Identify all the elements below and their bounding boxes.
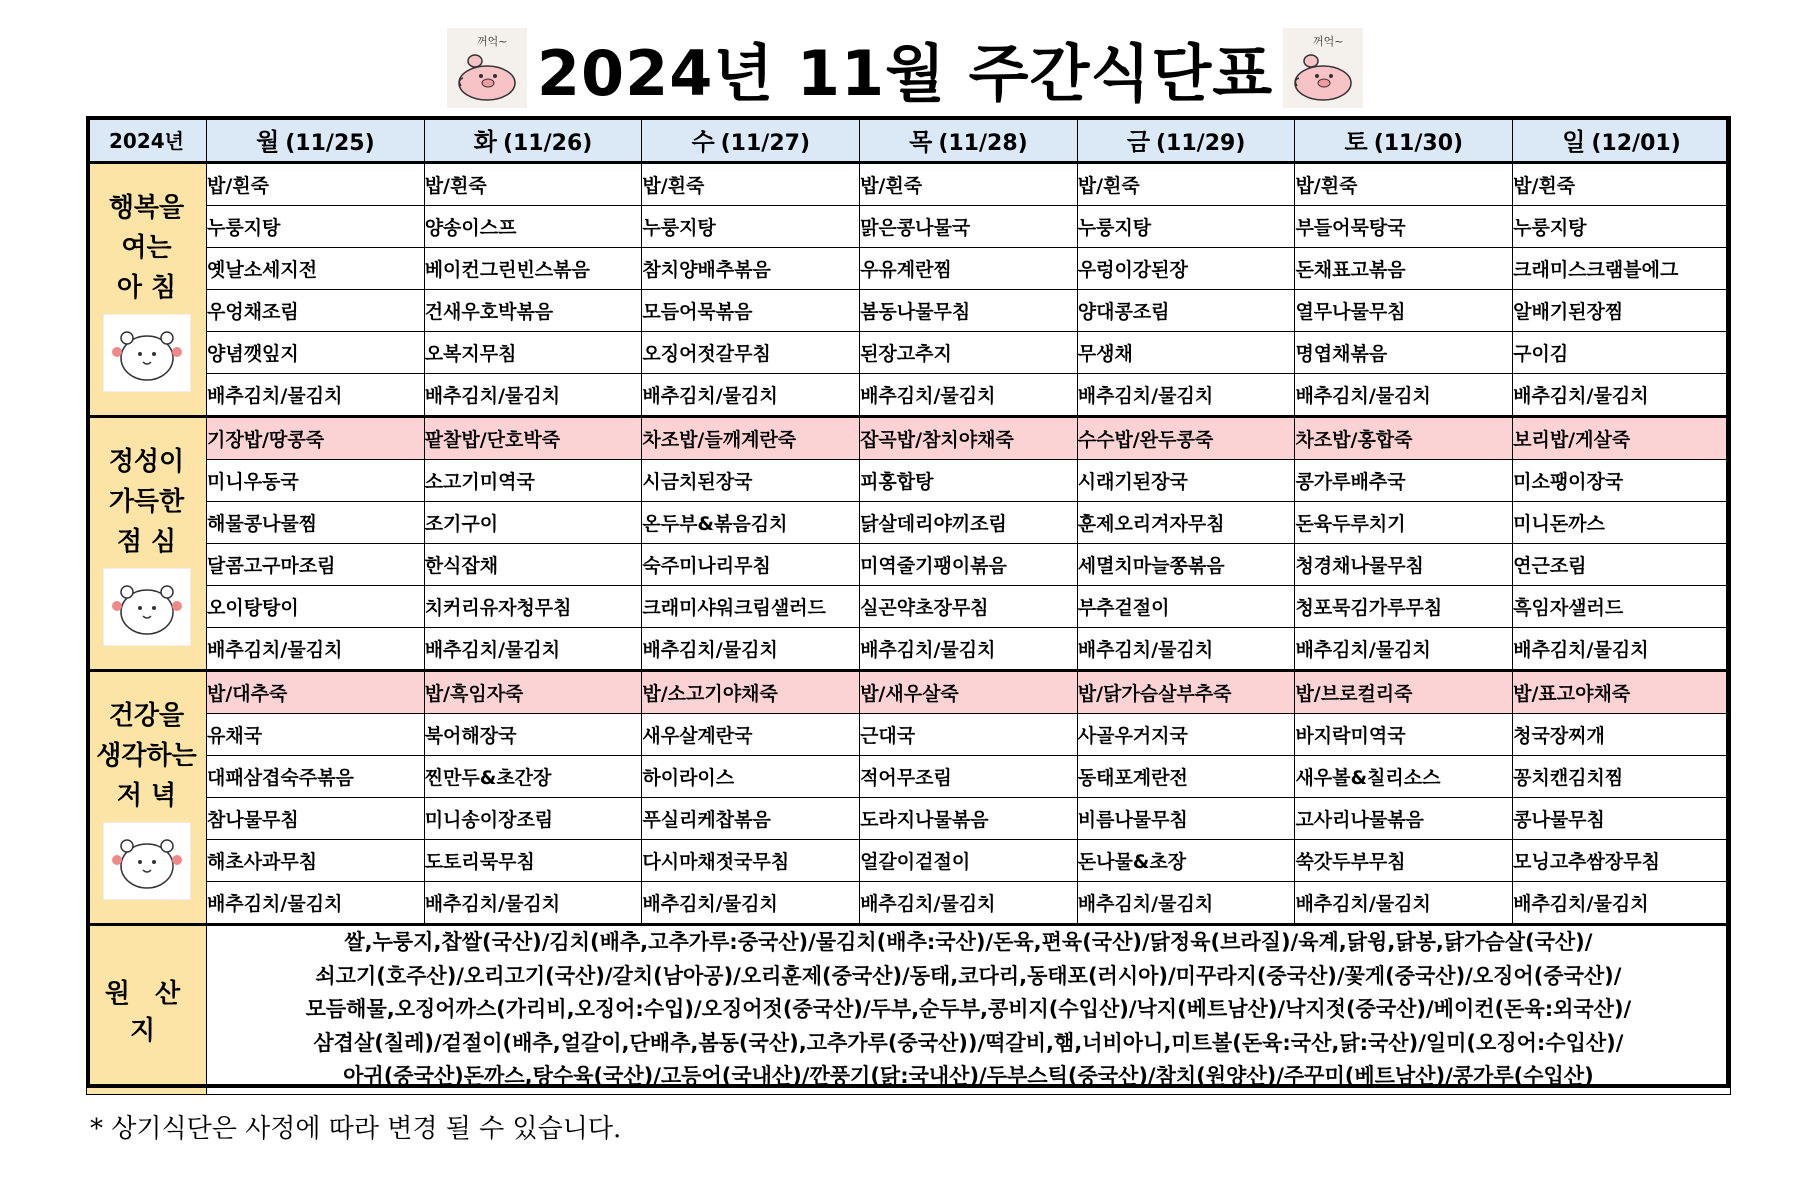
breakfast-label <box>87 163 207 417</box>
day-date: (11/29) <box>1156 130 1246 156</box>
menu-cell: 유채국 <box>207 714 425 756</box>
menu-cell: 알배기된장찜 <box>1513 290 1731 332</box>
menu-row <box>87 332 1731 374</box>
day-header <box>860 117 1078 163</box>
menu-cell: 차조밥/들깨계란죽 <box>642 417 860 460</box>
day-name: 금 <box>1126 127 1150 156</box>
menu-cell: 잡곡밥/참치야채죽 <box>860 417 1078 460</box>
menu-cell: 배추김치/물김치 <box>207 374 425 417</box>
day-name: 목 <box>909 127 933 156</box>
menu-cell: 봄동나물무침 <box>860 290 1078 332</box>
menu-cell: 부추겉절이 <box>1077 586 1295 628</box>
menu-cell: 달콤고구마조림 <box>207 544 425 586</box>
menu-cell: 밥/브로컬리죽 <box>1295 671 1513 714</box>
menu-row <box>87 417 1731 460</box>
menu-cell: 밥/흰죽 <box>1295 163 1513 206</box>
menu-cell: 피홍합탕 <box>860 460 1078 502</box>
menu-cell: 누룽지탕 <box>1513 206 1731 248</box>
menu-cell: 치커리유자청무침 <box>424 586 642 628</box>
menu-cell: 열무나물무침 <box>1295 290 1513 332</box>
menu-row <box>87 248 1731 290</box>
menu-cell: 근대국 <box>860 714 1078 756</box>
menu-cell: 밥/흰죽 <box>1513 163 1731 206</box>
menu-cell: 배추김치/물김치 <box>860 374 1078 417</box>
day-date: (12/01) <box>1591 130 1681 156</box>
menu-cell: 새우살계란국 <box>642 714 860 756</box>
menu-cell: 건새우호박볶음 <box>424 290 642 332</box>
menu-cell: 구이김 <box>1513 332 1731 374</box>
bear-hearts-icon <box>103 314 191 392</box>
menu-row <box>87 502 1731 544</box>
menu-cell: 배추김치/물김치 <box>1295 374 1513 417</box>
day-name: 화 <box>473 127 497 156</box>
menu-cell: 세멸치마늘쫑볶음 <box>1077 544 1295 586</box>
day-date: (11/28) <box>938 130 1028 156</box>
menu-cell: 미역줄기팽이볶음 <box>860 544 1078 586</box>
menu-cell: 대패삼겹숙주볶음 <box>207 756 425 798</box>
meal-label-line: 정성이 <box>108 446 185 477</box>
menu-cell: 연근조림 <box>1513 544 1731 586</box>
origin-line: 삼겹살(칠레)/겉절이(배추,얼갈이,단배추,봄동(국산),고추가루(중국산))/떡갈비,햄,너비아니,미트볼(돈육:국산,닭:국산)/일미(오징어:수입산)/ <box>313 1030 1624 1055</box>
menu-row <box>87 374 1731 417</box>
menu-cell: 푸실리케찹볶음 <box>642 798 860 840</box>
day-header <box>1295 117 1513 163</box>
menu-cell: 오이탕탕이 <box>207 586 425 628</box>
menu-cell: 밥/흰죽 <box>642 163 860 206</box>
menu-cell: 누룽지탕 <box>1077 206 1295 248</box>
menu-cell: 청포묵김가루무침 <box>1295 586 1513 628</box>
title-bar <box>0 26 1810 110</box>
menu-cell: 기장밥/땅콩죽 <box>207 417 425 460</box>
menu-cell: 수수밥/완두콩죽 <box>1077 417 1295 460</box>
day-header <box>1077 117 1295 163</box>
day-date: (11/26) <box>502 130 593 156</box>
menu-cell: 배추김치/물김치 <box>860 882 1078 925</box>
menu-cell: 배추김치/물김치 <box>207 628 425 671</box>
menu-cell: 하이라이스 <box>642 756 860 798</box>
menu-cell: 훈제오리겨자무침 <box>1077 502 1295 544</box>
menu-cell: 닭살데리야끼조림 <box>860 502 1078 544</box>
menu-cell: 크래미스크램블에그 <box>1513 248 1731 290</box>
menu-row <box>87 628 1731 671</box>
menu-cell: 참나물무침 <box>207 798 425 840</box>
menu-cell: 시금치된장국 <box>642 460 860 502</box>
menu-cell: 돈육두루치기 <box>1295 502 1513 544</box>
menu-row <box>87 460 1731 502</box>
page-title: 2024년 11월 주간식단표 <box>536 36 1274 110</box>
menu-cell: 옛날소세지전 <box>207 248 425 290</box>
menu-cell: 고사리나물볶음 <box>1295 798 1513 840</box>
menu-cell: 동태포계란전 <box>1077 756 1295 798</box>
menu-cell: 사골우거지국 <box>1077 714 1295 756</box>
menu-cell: 미니우동국 <box>207 460 425 502</box>
menu-cell: 밥/흰죽 <box>207 163 425 206</box>
menu-cell: 조기구이 <box>424 502 642 544</box>
menu-cell: 돈채표고볶음 <box>1295 248 1513 290</box>
menu-cell: 베이컨그린빈스볶음 <box>424 248 642 290</box>
menu-cell: 도토리묵무침 <box>424 840 642 882</box>
menu-row <box>87 163 1731 206</box>
meal-label-line: 가득한 <box>108 486 185 517</box>
menu-cell: 부들어묵탕국 <box>1295 206 1513 248</box>
day-name: 토 <box>1344 127 1368 156</box>
menu-cell: 맑은콩나물국 <box>860 206 1078 248</box>
menu-cell: 배추김치/물김치 <box>860 628 1078 671</box>
menu-row <box>87 206 1731 248</box>
menu-cell: 청국장찌개 <box>1513 714 1731 756</box>
menu-cell: 해초사과무침 <box>207 840 425 882</box>
origin-label: 원 산 지 <box>87 925 207 1095</box>
menu-row <box>87 840 1731 882</box>
menu-cell: 된장고추지 <box>860 332 1078 374</box>
day-date: (11/25) <box>285 130 375 156</box>
bear-flowers-icon <box>103 822 191 900</box>
menu-cell: 밥/흰죽 <box>424 163 642 206</box>
menu-cell: 배추김치/물김치 <box>424 374 642 417</box>
menu-cell: 다시마채젓국무침 <box>642 840 860 882</box>
menu-cell: 배추김치/물김치 <box>1295 628 1513 671</box>
menu-cell: 배추김치/물김치 <box>1513 882 1731 925</box>
pig-burp-icon <box>447 28 527 108</box>
menu-cell: 시래기된장국 <box>1077 460 1295 502</box>
menu-table <box>86 116 1731 1095</box>
menu-cell: 차조밥/홍합죽 <box>1295 417 1513 460</box>
menu-cell: 콩가루배추국 <box>1295 460 1513 502</box>
meal-label-line: 저 녁 <box>116 780 177 811</box>
day-header <box>1513 117 1731 163</box>
menu-row <box>87 798 1731 840</box>
origin-line: 쌀,누룽지,찹쌀(국산)/김치(배추,고추가루:중국산)/물김치(배추:국산)/돈육,편육(국산)/닭정육(브라질)/육계,닭윙,닭봉,닭가슴살(국산)/ <box>344 930 1593 954</box>
pig-text: 꺼억~ <box>1313 35 1344 48</box>
menu-cell: 오징어젓갈무침 <box>642 332 860 374</box>
menu-cell: 보리밥/게살죽 <box>1513 417 1731 460</box>
menu-cell: 적어무조림 <box>860 756 1078 798</box>
day-name: 수 <box>691 127 715 156</box>
menu-cell: 찐만두&초간장 <box>424 756 642 798</box>
menu-cell: 한식잡채 <box>424 544 642 586</box>
menu-cell: 배추김치/물김치 <box>1077 882 1295 925</box>
menu-cell: 쑥갓두부무침 <box>1295 840 1513 882</box>
meal-label-line: 점 심 <box>116 526 177 557</box>
menu-cell: 양념깻잎지 <box>207 332 425 374</box>
menu-cell: 무생채 <box>1077 332 1295 374</box>
menu-cell: 콩나물무침 <box>1513 798 1731 840</box>
menu-cell: 우유계란찜 <box>860 248 1078 290</box>
day-date: (11/30) <box>1373 130 1464 156</box>
menu-row <box>87 671 1731 714</box>
menu-cell: 배추김치/물김치 <box>642 882 860 925</box>
menu-row <box>87 756 1731 798</box>
meal-label-line: 여는 <box>121 232 172 263</box>
menu-cell: 배추김치/물김치 <box>424 628 642 671</box>
menu-cell: 흑임자샐러드 <box>1513 586 1731 628</box>
bear-eating-icon <box>103 568 191 646</box>
menu-cell: 모듬어묵볶음 <box>642 290 860 332</box>
footnote: * 상기식단은 사정에 따라 변경 될 수 있습니다. <box>90 1114 622 1144</box>
header-row <box>87 117 1731 163</box>
menu-cell: 꽁치캔김치찜 <box>1513 756 1731 798</box>
menu-cell: 배추김치/물김치 <box>1513 628 1731 671</box>
menu-cell: 숙주미나리무침 <box>642 544 860 586</box>
menu-cell: 밥/흑임자죽 <box>424 671 642 714</box>
menu-cell: 새우볼&칠리소스 <box>1295 756 1513 798</box>
menu-row <box>87 586 1731 628</box>
day-name: 일 <box>1562 127 1586 156</box>
menu-cell: 비름나물무침 <box>1077 798 1295 840</box>
day-header <box>642 117 860 163</box>
menu-cell: 소고기미역국 <box>424 460 642 502</box>
origin-text <box>207 925 1731 1095</box>
menu-cell: 배추김치/물김치 <box>1513 374 1731 417</box>
menu-cell: 밥/새우살죽 <box>860 671 1078 714</box>
menu-cell: 참치양배추볶음 <box>642 248 860 290</box>
day-date: (11/27) <box>720 130 810 156</box>
menu-cell: 모닝고추쌈장무침 <box>1513 840 1731 882</box>
menu-cell: 배추김치/물김치 <box>1077 374 1295 417</box>
menu-cell: 밥/소고기야채죽 <box>642 671 860 714</box>
menu-cell: 미소팽이장국 <box>1513 460 1731 502</box>
day-name: 월 <box>256 127 280 156</box>
menu-cell: 명엽채볶음 <box>1295 332 1513 374</box>
menu-cell: 바지락미역국 <box>1295 714 1513 756</box>
menu-cell: 오복지무침 <box>424 332 642 374</box>
menu-row <box>87 882 1731 925</box>
menu-cell: 밥/닭가슴살부추죽 <box>1077 671 1295 714</box>
menu-cell: 북어해장국 <box>424 714 642 756</box>
menu-cell: 우엉채조림 <box>207 290 425 332</box>
menu-cell: 밥/흰죽 <box>860 163 1078 206</box>
menu-cell: 실곤약초장무침 <box>860 586 1078 628</box>
menu-cell: 배추김치/물김치 <box>424 882 642 925</box>
year-label: 2024년 <box>87 117 207 163</box>
menu-cell: 양송이스프 <box>424 206 642 248</box>
menu-cell: 돈나물&초장 <box>1077 840 1295 882</box>
pig-text: 꺼억~ <box>476 35 508 48</box>
menu-cell: 온두부&볶음김치 <box>642 502 860 544</box>
menu-cell: 배추김치/물김치 <box>207 882 425 925</box>
menu-cell: 누룽지탕 <box>642 206 860 248</box>
menu-cell: 우렁이강된장 <box>1077 248 1295 290</box>
origin-line: 쇠고기(호주산)/오리고기(국산)/갈치(남아공)/오리훈제(중국산)/동태,코다리,동태포(러시아)/미꾸라지(중국산)/꽃게(중국산)/오징어(중국산)/ <box>315 963 1622 988</box>
dinner-label <box>87 671 207 925</box>
menu-cell: 밥/표고야채죽 <box>1513 671 1731 714</box>
menu-cell: 배추김치/물김치 <box>642 628 860 671</box>
menu-cell: 청경채나물무침 <box>1295 544 1513 586</box>
day-header <box>207 117 425 163</box>
meal-label-line: 행복을 <box>108 192 185 223</box>
menu-cell: 도라지나물볶음 <box>860 798 1078 840</box>
origin-row <box>87 925 1731 1095</box>
menu-cell: 양대콩조림 <box>1077 290 1295 332</box>
origin-line: 아귀(중국산)돈까스,탕수육(국산)/고등어(국내산)/깐풍기(닭:국내산)/두부스틱(중국산)/참치(원양산)/주꾸미(베트남산)/콩가루(수입산) <box>343 1064 1594 1088</box>
menu-row <box>87 714 1731 756</box>
menu-cell: 누룽지탕 <box>207 206 425 248</box>
meal-label-line: 건강을 <box>108 700 185 731</box>
lunch-label <box>87 417 207 671</box>
menu-row <box>87 544 1731 586</box>
menu-cell: 배추김치/물김치 <box>1295 882 1513 925</box>
menu-cell: 배추김치/물김치 <box>642 374 860 417</box>
menu-cell: 크래미샤워크림샐러드 <box>642 586 860 628</box>
menu-cell: 밥/대추죽 <box>207 671 425 714</box>
day-header <box>424 117 642 163</box>
origin-line: 모듬해물,오징어까스(가리비,오징어:수입)/오징어젓(중국산)/두부,순두부,콩비지(수입산)/낙지(베트남산)/낙지젓(중국산)/베이컨(돈육:외국산)/ <box>305 997 1632 1021</box>
menu-cell: 배추김치/물김치 <box>1077 628 1295 671</box>
menu-cell: 미니돈까스 <box>1513 502 1731 544</box>
pig-burp-icon <box>1283 28 1363 108</box>
menu-cell: 팥찰밥/단호박죽 <box>424 417 642 460</box>
menu-row <box>87 290 1731 332</box>
menu-cell: 해물콩나물찜 <box>207 502 425 544</box>
menu-cell: 밥/흰죽 <box>1077 163 1295 206</box>
menu-cell: 미니송이장조림 <box>424 798 642 840</box>
meal-label-line: 생각하는 <box>96 740 197 771</box>
meal-label-line: 아 침 <box>116 272 177 303</box>
menu-cell: 얼갈이겉절이 <box>860 840 1078 882</box>
